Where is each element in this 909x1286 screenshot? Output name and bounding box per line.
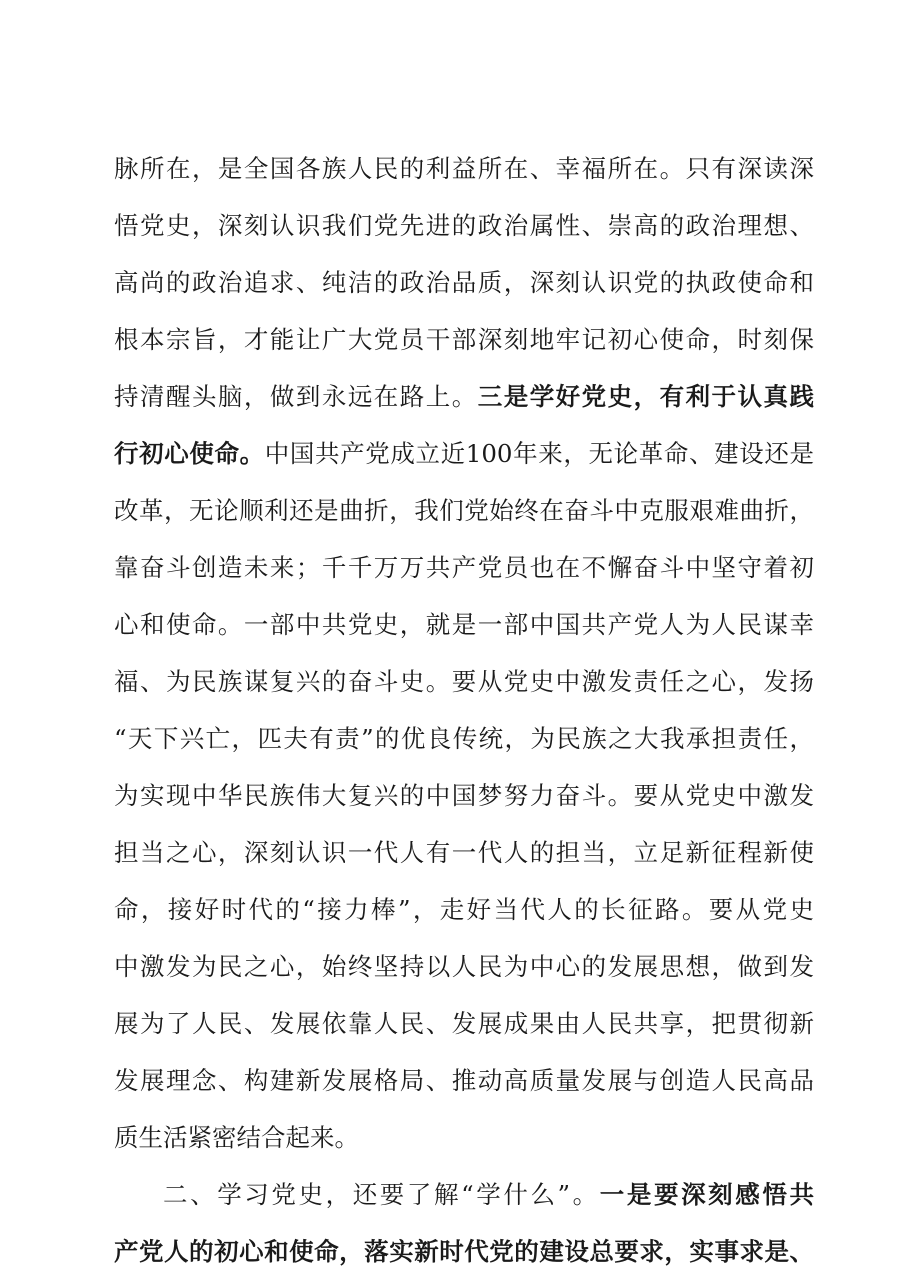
text-line: 担当之心，深刻认识一代人有一代人的担当，立足新征程新使 (114, 838, 814, 867)
text-line: 命，接好时代的“接力棒”，走好当代人的长征路。要从党史 (114, 895, 814, 924)
text-line: 根本宗旨，才能让广大党员干部深刻地牢记初心使命，时刻保 (114, 325, 814, 354)
text-line: 脉所在，是全国各族人民的利益所在、幸福所在。只有深读深 (114, 154, 814, 183)
text-line (114, 1223, 814, 1281)
text-line: 质生活紧密结合起来。 (114, 1123, 359, 1152)
bold-text: 行初心使命。 (114, 439, 265, 468)
text-line: 高尚的政治追求、纯洁的政治品质，深刻认识党的执政使命和 (114, 268, 814, 297)
text-line: 为实现中华民族伟大复兴的中国梦努力奋斗。要从党史中激发 (114, 781, 814, 810)
bold-text: 一是要深刻感悟共 (599, 1180, 814, 1209)
text-line: 展为了人民、发展依靠人民、发展成果由人民共享，把贯彻新 (114, 1009, 814, 1038)
text-line: 悟党史，深刻认识我们党先进的政治属性、崇高的政治理想、 (114, 211, 814, 240)
bold-text: 三是学好党史，有利于认真践 (477, 382, 814, 411)
text-line: 持清醒头脑，做到永远在路上。三是学好党史，有利于认真践 (114, 382, 814, 411)
paragraph-heading-line: 二、学习党史，还要了解“学什么”。一是要深刻感悟共 (163, 1180, 814, 1209)
text-line: “天下兴亡，匹夫有责”的优良传统，为民族之大我承担责任， (114, 724, 814, 753)
text-line: 靠奋斗创造未来；千千万万共产党员也在不懈奋斗中坚守着初 (114, 553, 814, 582)
text-line: 改革，无论顺利还是曲折，我们党始终在奋斗中克服艰难曲折， (114, 496, 814, 525)
bold-text: 产党人的初心和使命，落实新时代党的建设总要求，实事求是、 (114, 1237, 814, 1266)
text-line: 中激发为民之心，始终坚持以人民为中心的发展思想，做到发 (114, 952, 814, 981)
text-line: 发展理念、构建新发展格局、推动高质量发展与创造人民高品 (114, 1066, 814, 1095)
text-line: 心和使命。一部中共党史，就是一部中国共产党人为人民谋幸 (114, 610, 814, 639)
text-line: 福、为民族谋复兴的奋斗史。要从党史中激发责任之心，发扬 (114, 667, 814, 696)
text-line: 行初心使命。中国共产党成立近100年来，无论革命、建设还是 (114, 439, 814, 468)
